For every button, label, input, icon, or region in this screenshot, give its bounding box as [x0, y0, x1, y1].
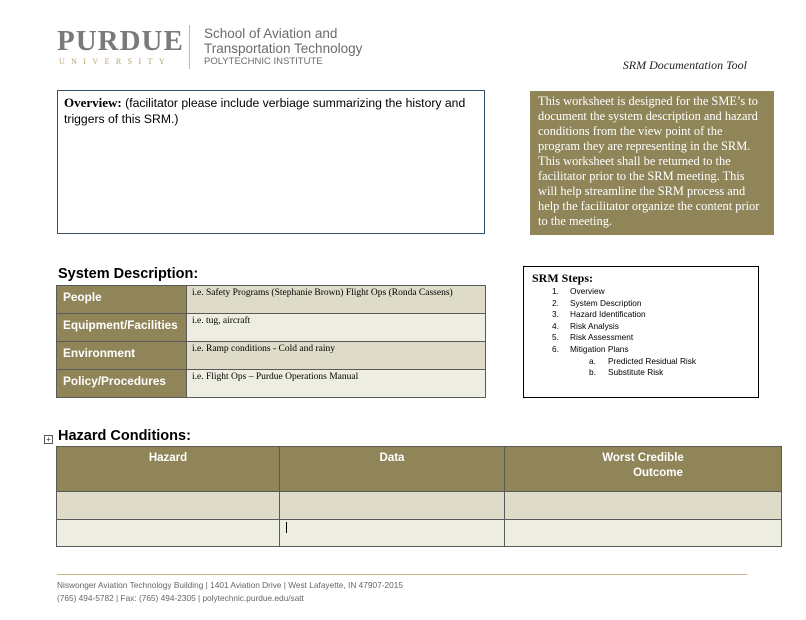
system-description-table	[56, 285, 486, 398]
cell-data[interactable]	[280, 492, 505, 520]
table-row	[57, 286, 486, 314]
list-item: 6. Mitigation Plans	[552, 343, 629, 354]
footer-divider	[57, 574, 747, 575]
row-value-environment[interactable]: i.e. Ramp conditions - Cold and rainy	[187, 342, 486, 370]
row-value-equipment[interactable]: i.e. tug, aircraft	[187, 314, 486, 342]
logo-divider	[189, 25, 190, 69]
school-name-line1: School of Aviation and	[204, 26, 338, 41]
row-label-equipment: Equipment/Facilities	[57, 314, 187, 342]
footer-address: Niswonger Aviation Technology Building | 1401 Aviation Drive | West Lafayette, IN 47907-2015	[57, 580, 403, 590]
school-name-line2: Transportation Technology	[204, 41, 363, 56]
cell-hazard[interactable]	[57, 492, 280, 520]
srm-steps-box	[523, 266, 759, 398]
table-row	[57, 370, 486, 398]
overview-textbox[interactable]	[57, 90, 485, 234]
overview-instructions: (facilitator please include verbiage summarizing the history and triggers of this SRM.)	[64, 96, 466, 126]
worksheet-info-box	[530, 91, 774, 235]
col-header-data: Data	[280, 447, 505, 492]
table-header-row	[57, 447, 782, 492]
col-header-outcome: Worst Credible Outcome	[505, 447, 782, 492]
row-value-policy[interactable]: i.e. Flight Ops – Purdue Operations Manual	[187, 370, 486, 398]
cell-outcome[interactable]	[505, 492, 782, 520]
purdue-logo-university: UNIVERSITY	[59, 57, 171, 66]
list-item: a. Predicted Residual Risk	[589, 355, 697, 366]
table-row	[57, 314, 486, 342]
footer-contact: (765) 494-5782 | Fax: (765) 494-2305 | polytechnic.purdue.edu/satt	[57, 593, 304, 603]
list-item: 3. Hazard Identification	[552, 309, 646, 320]
cell-hazard[interactable]	[57, 520, 280, 547]
overview-label: Overview:	[64, 95, 122, 110]
purdue-logo-wordmark: PURDUE	[57, 25, 184, 57]
table-move-handle-icon[interactable]: +	[44, 435, 53, 444]
srm-steps-title: SRM Steps:	[532, 271, 594, 285]
list-item: 2. System Description	[552, 297, 642, 308]
document-tool-title: SRM Documentation Tool	[622, 58, 747, 72]
col-header-hazard: Hazard	[57, 447, 280, 492]
text-cursor	[286, 522, 287, 533]
hazard-conditions-heading: Hazard Conditions:	[58, 428, 191, 444]
worksheet-info-text: This worksheet is designed for the SME’s to document the system description and hazard conditions from the view point of the program they are representing in the SRM. This worksheet shall be returned to the facilitator prior to the SRM meeting. This will help streamline the SRM process and help the facilitator organize the content prior to the meeting.	[538, 94, 760, 228]
table-row	[57, 342, 486, 370]
row-label-policy: Policy/Procedures	[57, 370, 187, 398]
system-description-heading: System Description:	[58, 266, 199, 282]
table-row	[57, 492, 782, 520]
institute-name: POLYTECHNIC INSTITUTE	[204, 56, 323, 67]
list-item: 5. Risk Assessment	[552, 332, 634, 343]
table-row	[57, 520, 782, 547]
list-item: 4. Risk Analysis	[552, 320, 619, 331]
row-label-people: People	[57, 286, 187, 314]
row-label-environment: Environment	[57, 342, 187, 370]
cell-outcome[interactable]	[505, 520, 782, 547]
list-item: b. Substitute Risk	[589, 367, 664, 378]
hazard-conditions-table	[56, 446, 782, 547]
list-item: 1. Overview	[552, 286, 605, 296]
row-value-people[interactable]: i.e. Safety Programs (Stephanie Brown) Flight Ops (Ronda Cassens)	[187, 286, 486, 314]
cell-data[interactable]	[280, 520, 505, 547]
srm-steps-list	[532, 286, 750, 379]
